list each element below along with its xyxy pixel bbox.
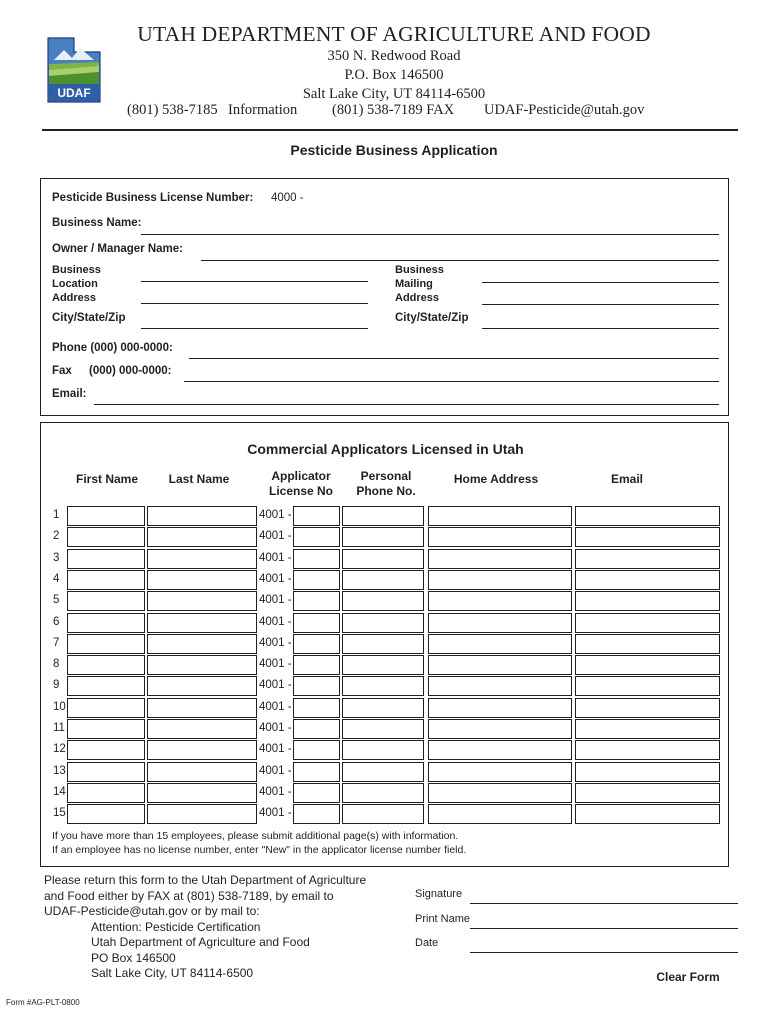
date-label: Date [415,937,439,949]
email-cell[interactable] [575,634,720,654]
fax-format-label: (000) 000-0000: [89,365,172,377]
phone-cell[interactable] [342,549,424,569]
location-address-field-1[interactable] [141,281,368,282]
row-number: 8 [53,658,60,671]
note-no-license: If an employee has no license number, enter "New" in the applicator license number field. [52,844,467,856]
applicators-section [40,422,729,867]
last-name-cell[interactable] [147,783,257,803]
first-name-cell[interactable] [67,698,145,718]
city-state-zip-label-left: City/State/Zip [52,312,126,324]
row-number: 3 [53,551,60,564]
home-address-cell[interactable] [428,804,572,824]
phone-cell[interactable] [342,655,424,675]
license-prefix: 4001 - [259,572,292,585]
last-name-cell[interactable] [147,740,257,760]
home-address-cell[interactable] [428,506,572,526]
row-number: 11 [53,722,65,734]
date-field[interactable] [470,952,738,953]
license-prefix: 4001 - [259,764,292,777]
phone-number: (801) 538-7185 [127,102,218,118]
col-phone: Personal Phone No. [356,469,416,498]
home-address-cell[interactable] [428,676,572,696]
row-number: 14 [53,785,66,798]
home-address-cell[interactable] [428,719,572,739]
row-number: 9 [53,679,60,692]
email-cell[interactable] [575,804,720,824]
email-cell[interactable] [575,676,720,696]
col-first-name: First Name [75,472,139,486]
owner-name-field[interactable] [201,260,719,261]
home-address-cell[interactable] [428,634,572,654]
last-name-cell[interactable] [147,613,257,633]
phone-cell[interactable] [342,740,424,760]
mail-pobox: PO Box 146500 [91,951,176,965]
email-field[interactable] [94,404,719,405]
license-no-cell[interactable] [293,613,340,633]
row-number: 13 [53,764,66,777]
license-prefix: 4001 - [259,807,292,820]
first-name-cell[interactable] [67,570,145,590]
home-address-cell[interactable] [428,527,572,547]
row-number: 1 [53,509,60,521]
col-email: Email [610,472,643,486]
email-cell[interactable] [575,783,720,803]
email-cell[interactable] [575,506,720,526]
phone-cell[interactable] [342,783,424,803]
license-prefix: 4001 - [259,679,292,692]
home-address-cell[interactable] [428,698,572,718]
business-name-field[interactable] [141,234,719,235]
location-city-field[interactable] [141,328,368,329]
phone-cell[interactable] [342,591,424,611]
print-name-label: Print Name [415,913,471,925]
first-name-cell[interactable] [67,719,145,739]
business-info-section [40,178,729,416]
license-prefix: 4001 - [259,551,292,564]
first-name-cell[interactable] [67,506,145,526]
license-no-cell[interactable] [293,740,340,760]
mailing-address-field-2[interactable] [482,304,719,305]
email-cell[interactable] [575,613,720,633]
last-name-cell[interactable] [147,591,257,611]
print-name-field[interactable] [470,928,738,929]
phone-field[interactable] [189,358,719,359]
last-name-cell[interactable] [147,719,257,739]
home-address-cell[interactable] [428,613,572,633]
first-name-cell[interactable] [67,676,145,696]
last-name-cell[interactable] [147,634,257,654]
fax-number: (801) 538-7189 FAX [332,102,455,118]
row-number: 4 [53,572,60,585]
license-no-cell[interactable] [293,634,340,654]
row-number: 2 [53,530,60,543]
phone-cell[interactable] [342,698,424,718]
note-extra-employees: If you have more than 15 employees, please submit additional page(s) with information. [52,830,459,842]
license-no-cell[interactable] [293,549,340,569]
location-address-label: Business Location Address [52,264,101,304]
last-name-cell[interactable] [147,570,257,590]
phone-cell[interactable] [342,634,424,654]
license-prefix: 4001 - [259,509,292,521]
last-name-cell[interactable] [147,549,257,569]
first-name-cell[interactable] [67,783,145,803]
header-divider [42,129,738,131]
first-name-cell[interactable] [67,634,145,654]
mail-attention: Attention: Pesticide Certification [91,920,261,934]
phone-cell[interactable] [342,676,424,696]
row-number: 12 [53,743,66,756]
location-address-field-2[interactable] [141,303,368,304]
license-prefix: 4001 - [259,530,292,543]
return-instructions-1: Please return this form to the Utah Department of Agriculture [44,873,367,887]
first-name-cell[interactable] [67,613,145,633]
email-cell[interactable] [575,740,720,760]
license-prefix: 4001 - [259,594,292,607]
email-cell[interactable] [575,655,720,675]
mail-city: Salt Lake City, UT 84114-6500 [91,966,254,980]
mailing-address-field-1[interactable] [482,282,719,283]
applicators-title: Commercial Applicators Licensed in Utah [247,441,524,457]
license-no-cell[interactable] [293,506,340,526]
license-number-label: Pesticide Business License Number: [52,192,254,204]
license-prefix: 4001 - [259,743,292,756]
license-prefix: 4001 - [259,785,292,798]
fax-field[interactable] [184,381,719,382]
first-name-cell[interactable] [67,740,145,760]
phone-cell[interactable] [342,570,424,590]
license-no-cell[interactable] [293,676,340,696]
row-number: 6 [53,615,60,628]
owner-name-label: Owner / Manager Name: [52,243,184,255]
license-number-prefix: 4000 - [271,192,304,204]
email-cell[interactable] [575,527,720,547]
license-no-cell[interactable] [293,655,340,675]
address-line-2: P.O. Box 146500 [344,67,444,83]
address-line-1: 350 N. Redwood Road [327,48,461,64]
last-name-cell[interactable] [147,527,257,547]
license-no-cell[interactable] [293,804,340,824]
last-name-cell[interactable] [147,698,257,718]
email-cell[interactable] [575,570,720,590]
email-cell[interactable] [575,549,720,569]
col-last-name: Last Name [168,472,230,486]
business-name-label: Business Name: [52,217,142,229]
email-label: Email: [52,388,87,400]
home-address-cell[interactable] [428,655,572,675]
col-home-address: Home Address [453,472,539,486]
first-name-cell[interactable] [67,591,145,611]
license-no-cell[interactable] [293,570,340,590]
phone-cell[interactable] [342,719,424,739]
home-address-cell[interactable] [428,570,572,590]
mail-department: Utah Department of Agriculture and Food [91,935,310,949]
home-address-cell[interactable] [428,591,572,611]
row-number: 7 [53,636,60,649]
return-instructions-2: and Food either by FAX at (801) 538-7189, by email to [44,889,334,903]
logo-text: UDAF [57,86,91,100]
first-name-cell[interactable] [67,527,145,547]
fax-label: Fax [52,365,72,377]
clear-form-button[interactable]: Clear Form [650,968,726,986]
department-title: UTAH DEPARTMENT OF AGRICULTURE AND FOOD [137,22,651,46]
license-prefix: 4001 - [259,700,292,713]
city-state-zip-label-right: City/State/Zip [395,312,469,324]
phone-cell[interactable] [342,527,424,547]
last-name-cell[interactable] [147,506,257,526]
first-name-cell[interactable] [67,804,145,824]
email-cell[interactable] [575,698,720,718]
license-prefix: 4001 - [259,658,292,671]
email-cell[interactable] [575,591,720,611]
license-no-cell[interactable] [293,698,340,718]
row-number: 15 [53,807,66,820]
email-cell[interactable] [575,762,720,782]
contact-email[interactable]: UDAF-Pesticide@utah.gov [484,102,645,118]
form-title: Pesticide Business Application [290,142,498,158]
signature-field[interactable] [470,903,738,904]
last-name-cell[interactable] [147,676,257,696]
row-number: 10 [53,700,66,713]
first-name-cell[interactable] [67,655,145,675]
phone-cell[interactable] [342,506,424,526]
mailing-city-field[interactable] [482,328,719,329]
phone-label: Information [228,102,298,118]
email-cell[interactable] [575,719,720,739]
license-no-cell[interactable] [293,719,340,739]
mailing-address-label: Business Mailing Address [395,264,444,304]
phone-cell[interactable] [342,804,424,824]
license-no-cell[interactable] [293,591,340,611]
license-prefix: 4001 - [259,615,292,628]
last-name-cell[interactable] [147,762,257,782]
license-no-cell[interactable] [293,762,340,782]
phone-label: Phone (000) 000-0000: [52,342,173,354]
home-address-cell[interactable] [428,549,572,569]
return-instructions-3: UDAF-Pesticide@utah.gov or by mail to: [44,904,260,918]
form-number: Form #AG-PLT-0800 [6,998,80,1007]
signature-label: Signature [415,888,463,900]
col-license-no: Applicator License No [268,469,334,498]
last-name-cell[interactable] [147,804,257,824]
home-address-cell[interactable] [428,762,572,782]
home-address-cell[interactable] [428,783,572,803]
license-no-cell[interactable] [293,783,340,803]
first-name-cell[interactable] [67,549,145,569]
phone-cell[interactable] [342,613,424,633]
first-name-cell[interactable] [67,762,145,782]
last-name-cell[interactable] [147,655,257,675]
license-prefix: 4001 - [259,722,292,734]
phone-cell[interactable] [342,762,424,782]
license-no-cell[interactable] [293,527,340,547]
row-number: 5 [53,594,60,607]
license-prefix: 4001 - [259,636,292,649]
home-address-cell[interactable] [428,740,572,760]
address-line-3: Salt Lake City, UT 84114-6500 [302,86,486,102]
